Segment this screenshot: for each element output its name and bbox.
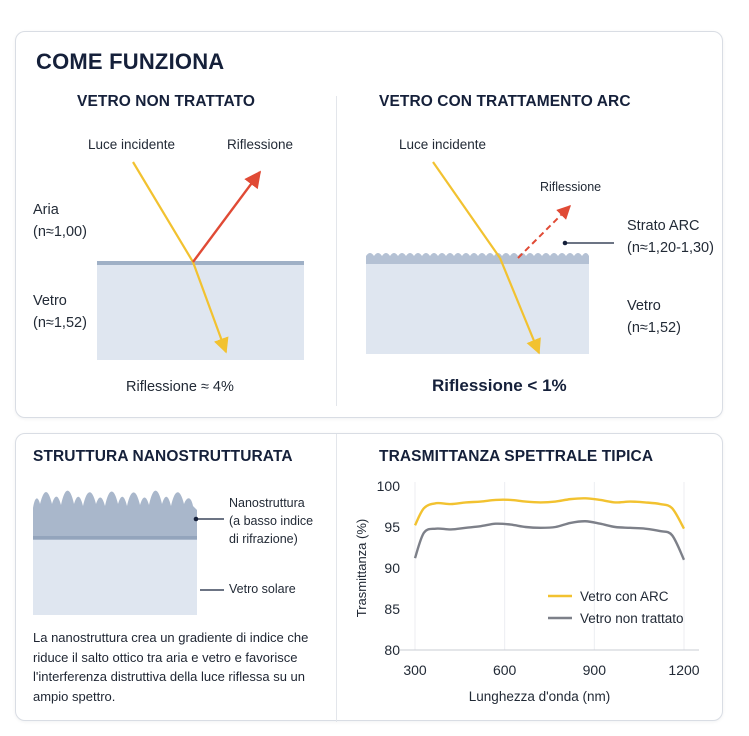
- series-line-untreated: [415, 521, 684, 560]
- air-index: (n≈1,00): [33, 224, 87, 240]
- y-tick-label: 95: [384, 519, 400, 535]
- treated-glass-label: Vetro: [627, 298, 661, 314]
- y-tick-label: 85: [384, 601, 400, 617]
- untreated-glass-index: (n≈1,52): [33, 315, 87, 331]
- treated-title: VETRO CON TRATTAMENTO ARC: [379, 93, 631, 110]
- series-line-arc: [415, 498, 684, 528]
- nano-title: STRUTTURA NANOSTRUTTURATA: [33, 448, 293, 465]
- treated-glass-index: (n≈1,52): [627, 320, 681, 336]
- x-tick-label: 600: [492, 662, 517, 678]
- y-tick-label: 80: [384, 642, 400, 658]
- nano-description: La nanostruttura crea un gradiente di indice che riduce il salto ottico tra aria e vetro e favorisce l'interferenza distruttiva della luce riflessa su un ampio spettro.: [33, 630, 309, 704]
- chart-title: TRASMITTANZA SPETTRALE TIPICA: [379, 448, 654, 465]
- treated-result: Riflessione < 1%: [432, 376, 567, 395]
- x-tick-label: 900: [582, 662, 607, 678]
- nano-label-2: (a basso indice: [229, 514, 314, 528]
- nano-label-1: Nanostruttura: [229, 496, 305, 510]
- section-title: COME FUNZIONA: [36, 49, 225, 74]
- y-axis-label: Trasmittanza (%): [354, 518, 369, 618]
- arc-layer-label: Strato ARC: [627, 218, 700, 234]
- air-label: Aria: [33, 202, 59, 218]
- x-tick-label: 300: [403, 662, 427, 678]
- treated-reflection-label: Riflessione: [540, 180, 602, 194]
- untreated-incident-label: Luce incidente: [88, 137, 176, 152]
- untreated-title: VETRO NON TRATTATO: [77, 93, 256, 110]
- solar-glass-label: Vetro solare: [229, 582, 296, 596]
- y-tick-label: 100: [376, 478, 400, 494]
- x-axis-label: Lunghezza d'onda (nm): [468, 689, 611, 704]
- legend-label: Vetro non trattato: [580, 611, 684, 626]
- legend-label: Vetro con ARC: [580, 589, 669, 604]
- nano-label-3: di rifrazione): [229, 532, 298, 546]
- untreated-reflection-label: Riflessione: [227, 137, 294, 152]
- arc-layer-index: (n≈1,20-1,30): [627, 240, 714, 256]
- treated-incident-label: Luce incidente: [399, 137, 487, 152]
- y-tick-label: 90: [384, 560, 400, 576]
- untreated-glass-label: Vetro: [33, 293, 67, 309]
- untreated-result: Riflessione ≈ 4%: [126, 379, 234, 395]
- x-tick-label: 1200: [668, 662, 700, 678]
